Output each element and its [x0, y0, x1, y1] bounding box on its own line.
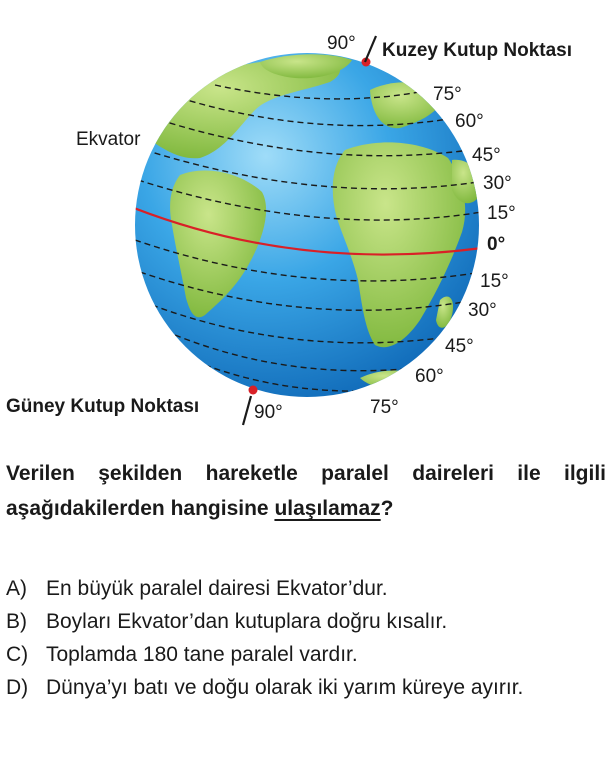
degree-label-30S: 30°: [468, 300, 497, 321]
south-pole-tick: [243, 396, 251, 425]
degree-label-0: 0°: [487, 234, 506, 255]
option-letter: A): [6, 577, 27, 600]
option-text: Dünya’yı batı ve doğu olarak iki yarım küreye ayırır.: [46, 676, 524, 699]
option-text: Toplamda 180 tane paralel vardır.: [46, 643, 358, 666]
question-text: [6, 456, 606, 526]
south-pole-label: Güney Kutup Noktası: [6, 396, 200, 417]
degree-label-15N: 15°: [487, 203, 516, 224]
north-pole-label: Kuzey Kutup Noktası: [382, 40, 573, 61]
degree-label-75S: 75°: [370, 397, 399, 418]
degree-label-15S: 15°: [480, 271, 509, 292]
degree-label-60N: 60°: [455, 111, 484, 132]
option-text: En büyük paralel dairesi Ekvator’dur.: [46, 577, 388, 600]
north-pole-tick: [365, 36, 376, 62]
option-letter: C): [6, 643, 29, 666]
question-body: Verilen şekilden hareketle paralel daireleri ile ilgili aşağıdakilerden hangisine: [6, 462, 606, 520]
answer-options: [6, 572, 606, 704]
option-c[interactable]: [6, 638, 606, 671]
option-b[interactable]: [6, 605, 606, 638]
option-a[interactable]: [6, 572, 606, 605]
continent-arabia: [452, 160, 480, 203]
option-text: Boyları Ekvator’dan kutuplara doğru kısalır.: [46, 610, 448, 633]
degree-label-45N: 45°: [472, 145, 501, 166]
option-d[interactable]: [6, 671, 606, 704]
degree-label-75N: 75°: [433, 84, 462, 105]
degree-label-45S: 45°: [445, 336, 474, 357]
degree-label-60S: 60°: [415, 366, 444, 387]
north-pole-degree: 90°: [327, 33, 356, 54]
option-letter: D): [6, 676, 29, 699]
degree-label-30N: 30°: [483, 173, 512, 194]
south-pole-dot: [249, 386, 258, 395]
south-pole-degree: 90°: [254, 402, 283, 423]
option-letter: B): [6, 610, 27, 633]
equator-label: Ekvator: [76, 129, 141, 150]
question-mark: ?: [380, 497, 394, 520]
question-keyword: ulaşılamaz: [274, 497, 381, 520]
